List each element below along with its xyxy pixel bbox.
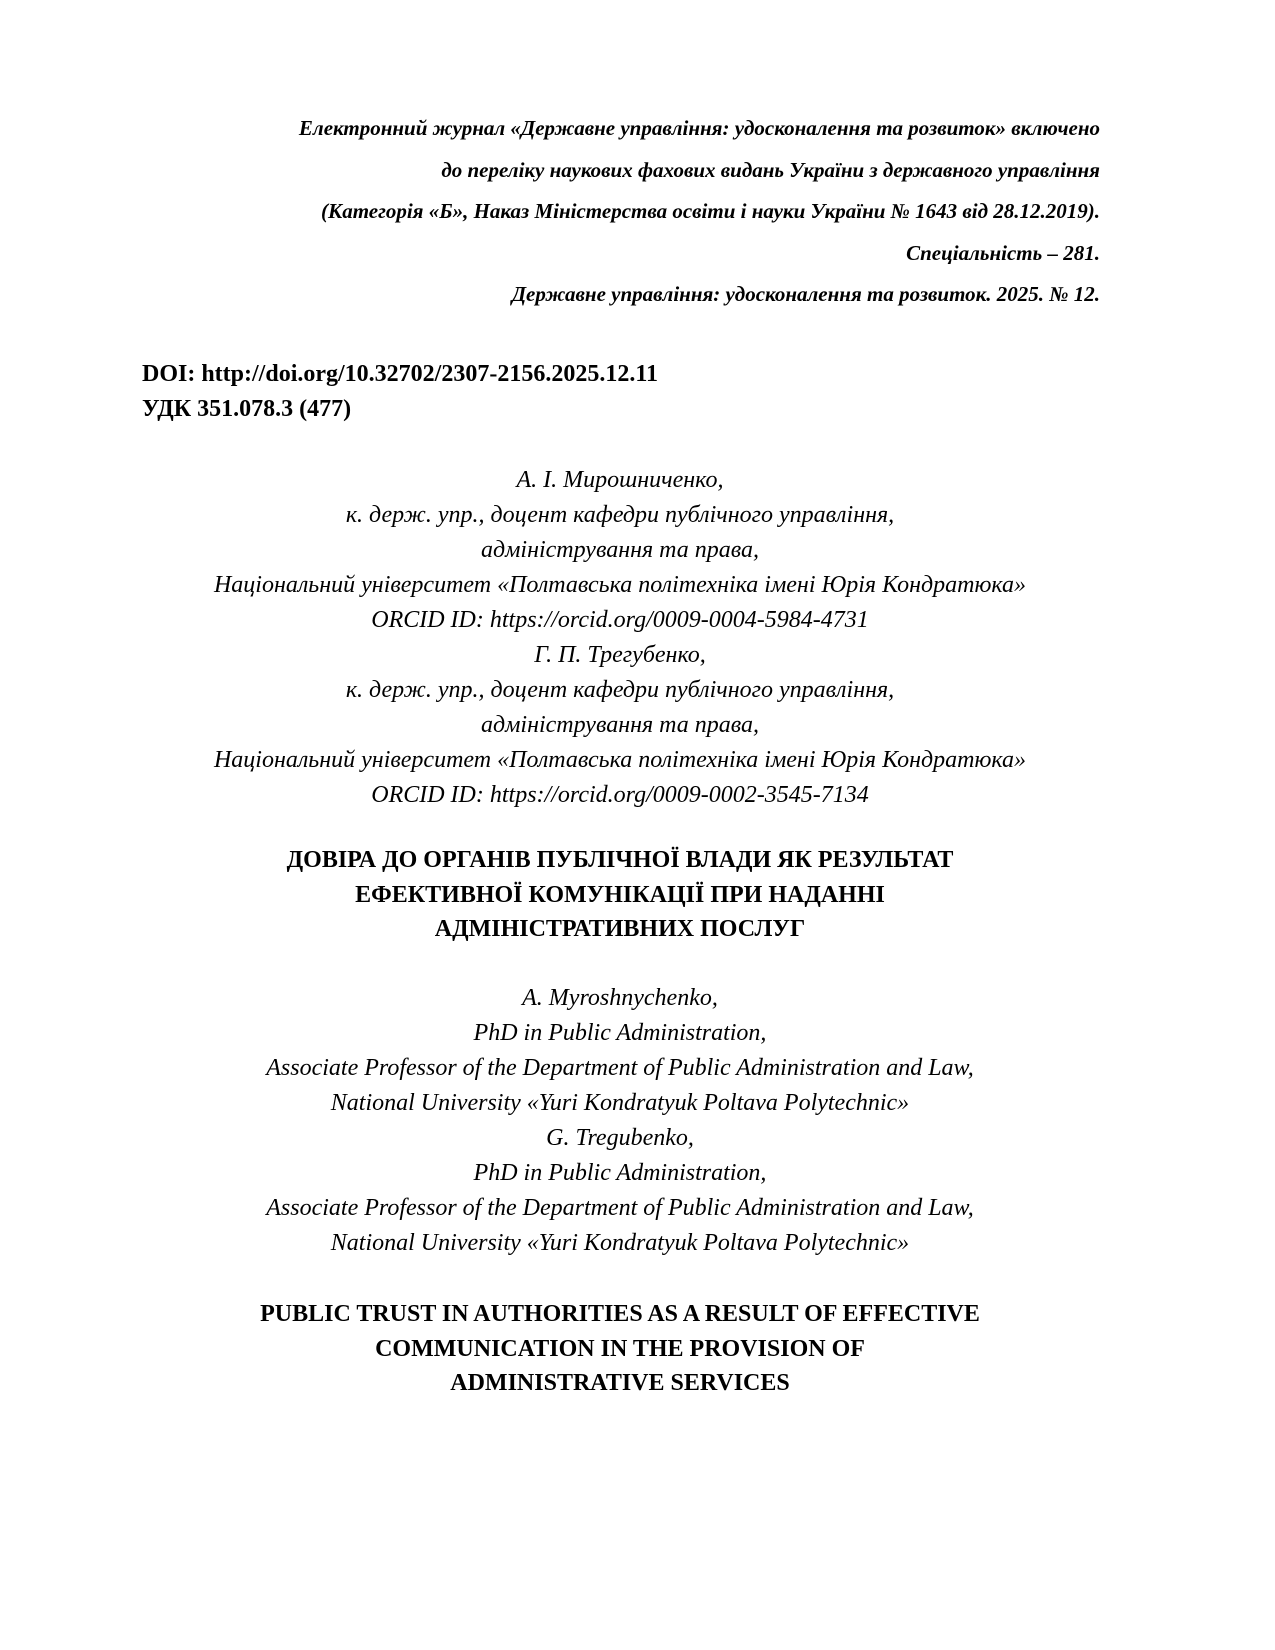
title-ukrainian <box>0 843 1240 947</box>
author-line: G. Tregubenko, <box>546 1125 694 1151</box>
title-english <box>0 1297 1240 1401</box>
header-line: до переліку наукових фахових видань України з державного управління <box>441 157 1100 182</box>
author-orcid: ORCID ID: https://orcid.org/0009-0004-5984-4731 <box>371 607 869 633</box>
doi: DOI: http://doi.org/10.32702/2307-2156.2025.12.11 <box>142 361 659 387</box>
header-line: Державне управління: удосконалення та розвиток. 2025. № 12. <box>511 282 1100 306</box>
authors-ukrainian <box>0 463 1240 813</box>
identifiers <box>142 357 658 427</box>
author-line: к. держ. упр., доцент кафедри публічного управління, <box>345 502 895 528</box>
author-line: National University «Yuri Kondratyuk Poltava Polytechnic» <box>330 1090 910 1116</box>
author-line: Національний університет «Полтавська політехніка імені Юрія Кондратюка» <box>213 572 1027 598</box>
authors-english <box>0 981 1240 1261</box>
header-line: Електронний журнал «Державне управління: удосконалення та розвиток» включено <box>298 116 1100 140</box>
journal-header <box>299 108 1100 316</box>
author-line: к. держ. упр., доцент кафедри публічного управління, <box>345 677 895 703</box>
udc: УДК 351.078.3 (477) <box>142 396 352 422</box>
author-line: Associate Professor of the Department of Public Administration and Law, <box>266 1195 974 1221</box>
author-line: A. Myroshnychenko, <box>522 985 718 1011</box>
author-line: PhD in Public Administration, <box>473 1160 767 1186</box>
title-line: АДМІНІСТРАТИВНИХ ПОСЛУГ <box>434 916 806 942</box>
header-line: Спеціальність – 281. <box>906 240 1100 265</box>
author-line: А. І. Мирошниченко, <box>516 467 724 493</box>
title-line: PUBLIC TRUST IN AUTHORITIES AS A RESULT OF EFFECTIVE <box>260 1301 980 1327</box>
author-line: National University «Yuri Kondratyuk Poltava Polytechnic» <box>330 1230 910 1256</box>
author-line: PhD in Public Administration, <box>473 1020 767 1046</box>
author-line: Associate Professor of the Department of Public Administration and Law, <box>266 1055 974 1081</box>
title-line: ЕФЕКТИВНОЇ КОМУНІКАЦІЇ ПРИ НАДАННІ <box>355 881 885 908</box>
author-line: Г. П. Трегубенко, <box>534 642 706 668</box>
header-line: (Категорія «Б», Наказ Міністерства освіти і науки України № 1643 від 28.12.2019). <box>320 199 1100 223</box>
author-line: адміністрування та права, <box>480 537 760 563</box>
author-orcid: ORCID ID: https://orcid.org/0009-0002-3545-7134 <box>371 782 869 808</box>
title-line: ADMINISTRATIVE SERVICES <box>450 1370 790 1396</box>
author-line: адміністрування та права, <box>480 712 760 738</box>
title-line: ДОВІРА ДО ОРГАНІВ ПУБЛІЧНОЇ ВЛАДИ ЯК РЕЗУЛЬТАТ <box>286 847 954 873</box>
author-line: Національний університет «Полтавська політехніка імені Юрія Кондратюка» <box>213 747 1027 773</box>
title-line: COMMUNICATION IN THE PROVISION OF <box>375 1335 865 1362</box>
